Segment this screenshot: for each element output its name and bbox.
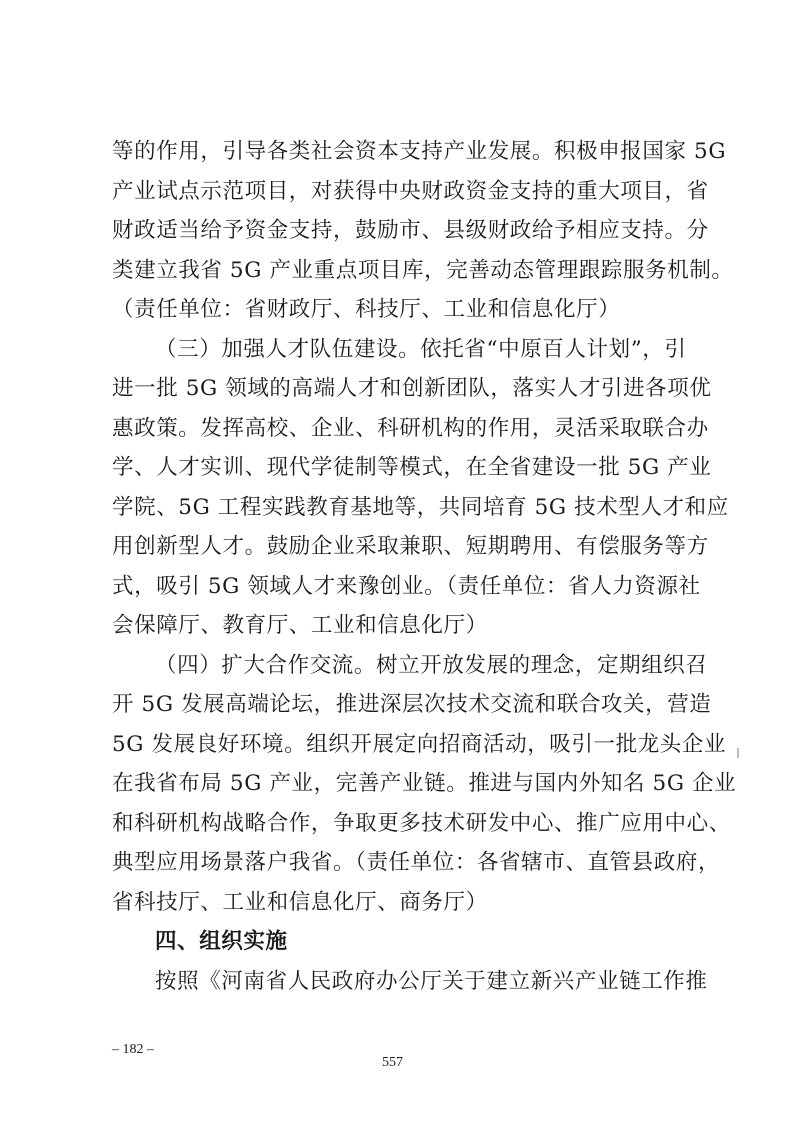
paragraph-line: 进一批 5G 领域的高端人才和创新团队，落实人才引进各项优 [112,376,712,401]
paragraph-line: （责任单位：省财政厅、科技厅、工业和信息化厅） [112,297,621,322]
paragraph-line: 和科研机构战略合作，争取更多技术研发中心、推广应用中心、 [112,810,731,836]
paragraph-line: 类建立我省 5G 产业重点项目库，完善动态管理跟踪服务机制。 [112,257,734,283]
body-text [112,132,737,1001]
paragraph-line: 在我省布局 5G 产业，完善产业链。推进与国内外知名 5G 企业 [112,771,737,796]
paragraph-line: 用创新型人才。鼓励企业采取兼职、短期聘用、有偿服务等方 [112,534,709,559]
paragraph-line: 会保障厅、教育厅、工业和信息化厅） [112,613,488,638]
paragraph-line: 学、人才实训、现代学徒制等模式，在全省建设一批 5G 产业 [112,455,712,480]
scan-speck [737,748,739,758]
paragraph-line: 学院、5G 工程实践教育基地等，共同培育 5G 技术型人才和应 [112,494,729,520]
paragraph-line: 式，吸引 5G 领域人才来豫创业。（责任单位：省人力资源社 [112,573,701,599]
paragraph-line: 惠政策。发挥高校、企业、科研机构的作用，灵活采取联合办 [112,415,709,441]
paragraph-line: 省科技厅、工业和信息化厅、商务厅） [112,889,488,915]
paragraph-line: 开 5G 发展高端论坛，推进深层次技术交流和联合攻关，营造 [112,692,712,717]
paragraph-line: （三）加强人才队伍建设。依托省“中原百人计划”，引 [155,336,687,362]
paragraph-line: 财政适当给予资金支持，鼓励市、县级财政给予相应支持。分 [112,218,709,243]
paragraph-line: 按照《河南省人民政府办公厅关于建立新兴产业链工作推 [155,968,708,994]
page-number-center: 557 [382,1055,403,1070]
paragraph-line: 5G 发展良好环境。组织开展定向招商活动，吸引一批龙头企业 [112,731,727,757]
page-number-left: – 182 – [112,1042,154,1057]
paragraph-line: 等的作用，引导各类社会资本支持产业发展。积极申报国家 5G [112,139,727,164]
section-heading: 四、组织实施 [155,929,288,954]
paragraph-line: （四）扩大合作交流。树立开放发展的理念，定期组织召 [155,652,708,678]
paragraph-line: 产业试点示范项目，对获得中央财政资金支持的重大项目，省 [112,178,709,204]
paragraph-line: 典型应用场景落户我省。（责任单位：各省辖市、直管县政府， [112,850,721,875]
